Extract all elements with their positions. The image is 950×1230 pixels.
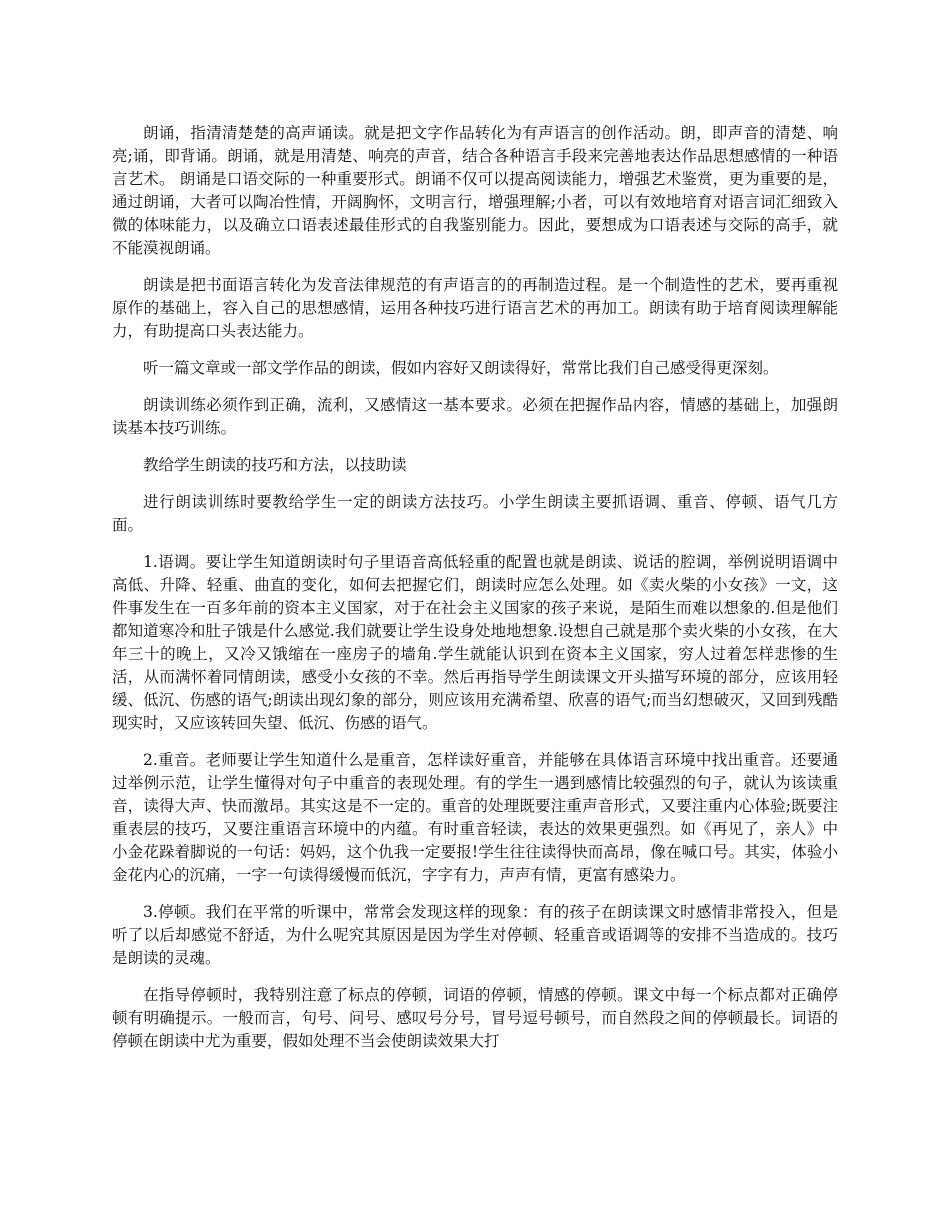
paragraph-pause-guidance: 在指导停顿时，我特别注意了标点的停顿，词语的停顿，情感的停顿。课文中每一个标点都对正确停顿有明确提示。一般而言，句号、问号、感叹号分号，冒号逗号顿号，而自然段之间的停顿最长。词语的停顿在朗读中尤为重要，假如处理不当会使朗读效果大打	[112, 986, 838, 1050]
paragraph-intonation: 1.语调。要让学生知道朗读时句子里语音高低轻重的配置也就是朗读、说话的腔调，举例说明语调中高低、升降、轻重、曲直的变化，如何去把握它们，朗读时应怎么处理。如《卖火柴的小女孩》一文，这件事发生在一百多年前的资本主义国家，对于在社会主义国家的孩子来说，是陌生而难以想象的.但是他们都知道寒冷和肚子饿是什么感觉.我们就要让学生设身处地地想象.设想自己就是那个卖火柴的小女孩，在大年三十的晚上，又冷又饿缩在一座房子的墙角.学生就能认识到在资本主义国家，穷人过着怎样悲惨的生活，从而满怀着同情朗读，感受小女孩的不幸。然后再指导学生朗读课文开头描写环境的部分，应该用轻缓、低沉、伤感的语气;朗读出现幻象的部分，则应该用充满希望、欣喜的语气;而当幻想破灭，又回到残酷现实时，又应该转回失望、低沉、伤感的语气。	[112, 553, 838, 732]
paragraph-reading-definition: 朗读是把书面语言转化为发音法律规范的有声语言的的再制造过程。是一个制造性的艺术，要再重视原作的基础上，容入自己的思想感情，运用各种技巧进行语言艺术的再加工。朗读有助于培育阅读理解能力，有助提高口头表达能力。	[112, 276, 838, 340]
paragraph-pause: 3.停顿。我们在平常的听课中，常常会发现这样的现象：有的孩子在朗读课文时感情非常投入，但是听了以后却感觉不舒适，为什么呢究其原因是因为学生对停顿、轻重音或语调等的安排不当造成的。技巧是朗读的灵魂。	[112, 903, 838, 967]
paragraph-methods-intro: 进行朗读训练时要教给学生一定的朗读方法技巧。小学生朗读主要抓语调、重音、停顿、语气几方面。	[112, 493, 838, 534]
paragraph-recitation-definition: 朗诵，指清清楚楚的高声诵读。就是把文字作品转化为有声语言的创作活动。朗，即声音的清楚、响亮;诵，即背诵。朗诵，就是用清楚、响亮的声音，结合各种语言手段来完善地表达作品思想感情的一种语言艺术。 朗诵是口语交际的一种重要形式。朗诵不仅可以提高阅读能力，增强艺术鉴赏，更为重要的是，通过朗诵，大者可以陶冶性情，开阔胸怀，文明言行，增强理解;小者，可以有效地培育对语言词汇细致入微的体味能力，以及确立口语表述最佳形式的自我鉴别能力。因此，要想成为口语表述与交际的高手，就不能漠视朗诵。	[112, 124, 838, 257]
paragraph-stress: 2.重音。老师要让学生知道什么是重音，怎样读好重音，并能够在具体语言环境中找出重音。还要通过举例示范，让学生懂得对句子中重音的表现处理。有的学生一遇到感情比较强烈的句子，就认为该读重音，读得大声、快而激昂。其实这是不一定的。重音的处理既要注重声音形式，又要注重内心体验;既要注重表层的技巧，又要注重语言环境中的内蕴。有时重音轻读，表达的效果更强烈。如《再见了，亲人》中小金花跺着脚说的一句话：妈妈，这个仇我一定要报!学生往往读得快而高昂，像在喊口号。其实，体验小金花内心的沉痛，一字一句读得缓慢而低沉，字字有力，声声有情，更富有感染力。	[112, 751, 838, 884]
paragraph-listening: 听一篇文章或一部文学作品的朗读，假如内容好又朗读得好，常常比我们自己感受得更深刻。	[143, 359, 779, 377]
paragraph-section-heading: 教给学生朗读的技巧和方法，以技助读	[143, 456, 407, 474]
paragraph-training-requirements: 朗读训练必须作到正确，流利，又感情这一基本要求。必须在把握作品内容，情感的基础上，加强朗读基本技巧训练。	[112, 396, 838, 437]
document-body	[112, 122, 838, 1067]
